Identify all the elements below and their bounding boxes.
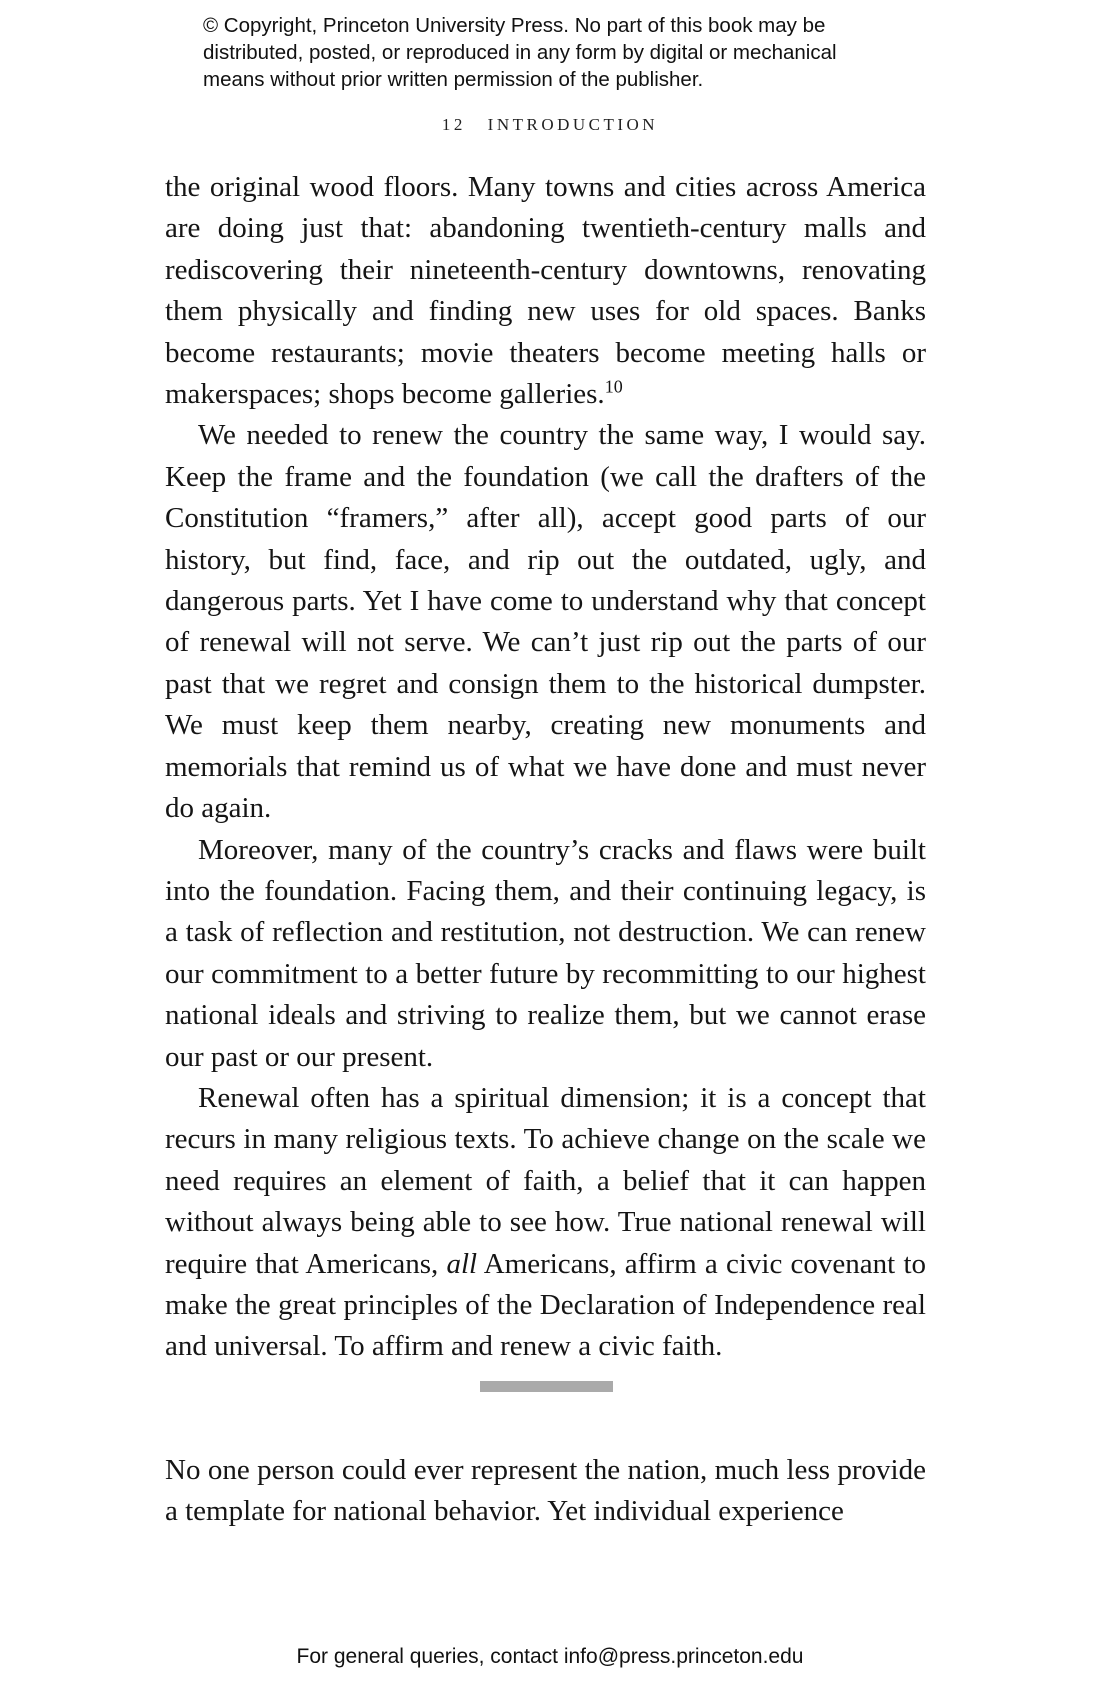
body-text	[165, 167, 926, 1368]
paragraph-1	[165, 167, 926, 415]
running-title: INTRODUCTION	[487, 115, 659, 134]
page-number: 12	[441, 115, 466, 134]
paragraph-1-text: the original wood floors. Many towns and cities across America are doing just that: abandoning twentieth-century malls and rediscovering their nineteenth-century downtowns, renovating them physically and finding new uses for old spaces. Banks become restaurants; movie theaters become meeting halls or makerspaces; shops become galleries.	[165, 171, 926, 411]
paragraph-4	[165, 1078, 926, 1368]
running-head	[0, 115, 1100, 135]
paragraph-4-text-before: Renewal often has a spiritual dimension; it is a concept that recurs in many religious texts. To achieve change on the scale we need requires an element of faith, a belief that it can happen without always being able to see how. True national renewal will require that Americans,	[165, 1081, 926, 1280]
body-text-continued	[165, 1450, 926, 1533]
footnote-reference[interactable]: 10	[604, 376, 623, 397]
paragraph-2: We needed to renew the country the same way, I would say. Keep the frame and the foundation (we call the drafters of the Constitution “framers,” after all), accept good parts of our history, but find, face, and rip out the outdated, ugly, and dangerous parts. Yet I have come to understand why that concept of renewal will not serve. We can’t just rip out the parts of our past that we regret and consign them to the historical dumpster. We must keep them nearby, creating new monuments and memorials that remind us of what we have done and must never do again.	[165, 419, 926, 825]
paragraph-3: Moreover, many of the country’s cracks and flaws were built into the foundation. Facing them, and their continuing legacy, is a task of reflection and restitution, not destruction. We can renew our commitment to a better future by recommitting to our highest national ideals and striving to realize them, but we cannot erase our past or our present.	[165, 833, 926, 1073]
paragraph-5: No one person could ever represent the nation, much less provide a template for national behavior. Yet individual experience	[165, 1454, 926, 1528]
copyright-notice: © Copyright, Princeton University Press. No part of this book may be distributed, posted, or reproduced in any form by digital or mechanical means without prior written permission of the publisher.	[203, 14, 837, 91]
paragraph-4-emphasis: all	[446, 1247, 478, 1280]
paragraph-4-text-after: Americans, affirm a civic covenant to make the great principles of the Declaration of Independence real and universal. To affirm and renew a civic faith.	[165, 1247, 926, 1363]
footer-queries: For general queries, contact info@press.princeton.edu	[296, 1645, 804, 1668]
section-break-rule	[480, 1381, 613, 1392]
